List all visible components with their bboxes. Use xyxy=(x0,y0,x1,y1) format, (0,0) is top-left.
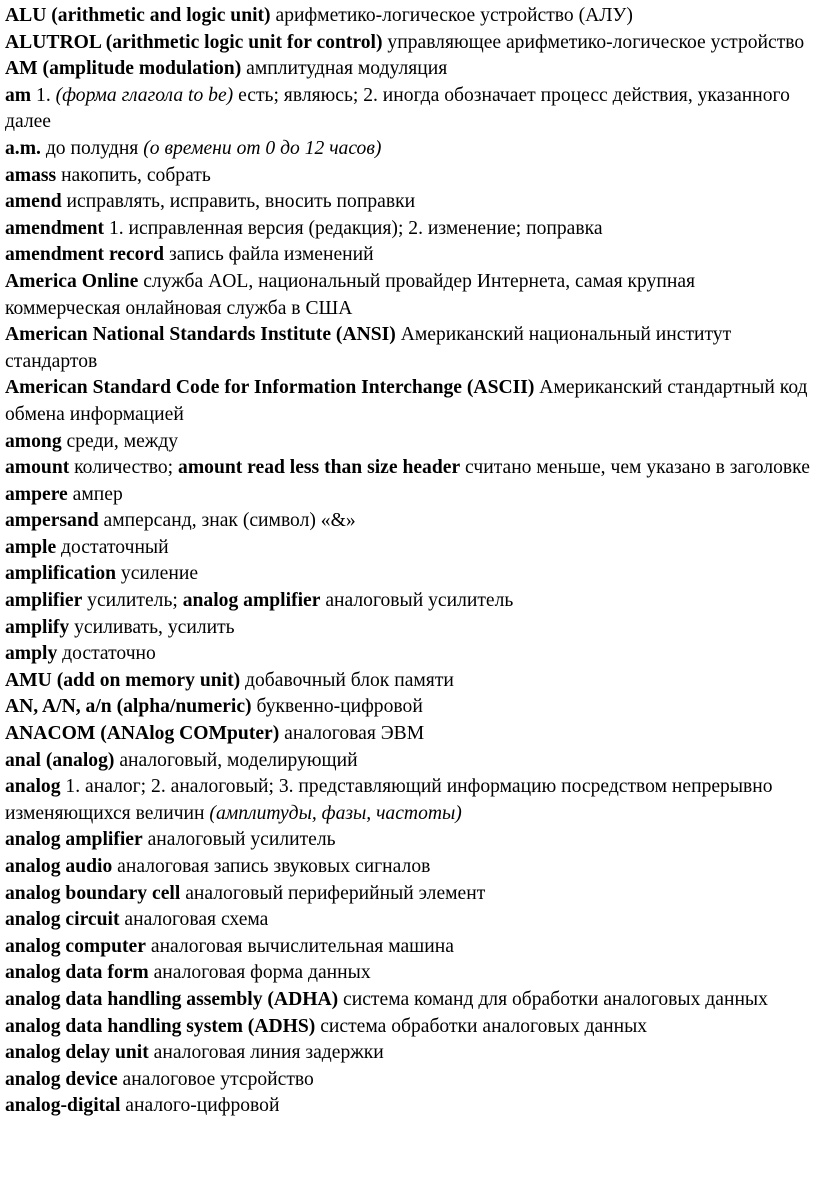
dictionary-entry xyxy=(5,1093,811,1120)
entry-definition: амперсанд, знак (символ) «&» xyxy=(98,510,356,532)
entry-definition: аналоговая вычислительная машина xyxy=(145,935,454,957)
entry-term: amplifier xyxy=(5,590,83,612)
dictionary-entry xyxy=(5,934,811,961)
entry-definition: запись файла изменений xyxy=(164,244,374,266)
entry-term: amass xyxy=(5,164,57,186)
entry-term: analog audio xyxy=(5,856,113,877)
dictionary-entry xyxy=(5,216,811,243)
entry-term: amount read less than size header xyxy=(178,457,461,479)
dictionary-page xyxy=(5,3,811,1120)
entry-term: analog data handling system (ADHS) xyxy=(5,1015,316,1037)
dictionary-entry xyxy=(5,1014,811,1041)
entry-term: ANACOM (ANAlog COMputer) xyxy=(5,723,280,745)
entry-definition: буквенно-цифровой xyxy=(251,696,423,718)
entry-definition: аналоговый периферийный элемент xyxy=(180,882,486,904)
entry-term: ampersand xyxy=(5,510,99,532)
dictionary-entry xyxy=(5,748,811,775)
dictionary-entry xyxy=(5,668,811,695)
dictionary-entry xyxy=(5,136,811,163)
entry-definition: достаточный xyxy=(56,536,169,558)
entry-definition: добавочный блок памяти xyxy=(240,669,454,691)
dictionary-entry xyxy=(5,375,811,428)
entry-term: amend xyxy=(5,191,62,213)
dictionary-entry xyxy=(5,561,811,588)
entry-definition: считано меньше, чем указано в заголовке xyxy=(460,457,810,479)
entry-term: analog amplifier xyxy=(182,590,321,612)
entry-term: ALU (arithmetic and logic unit) xyxy=(5,5,271,26)
entry-definition: аналоговая запись звуковых сигналов xyxy=(112,856,431,877)
dictionary-entry xyxy=(5,1067,811,1094)
entry-term: amplification xyxy=(5,563,117,585)
entry-term: a.m. xyxy=(5,137,41,159)
entry-term: am xyxy=(5,84,32,106)
entry-term: analog-digital xyxy=(5,1095,121,1117)
dictionary-entry xyxy=(5,987,811,1014)
entry-definition: система обработки аналоговых данных xyxy=(315,1015,648,1037)
entry-definition: система команд для обработки аналоговых данных xyxy=(338,988,768,1010)
entry-term: AM (amplitude modulation) xyxy=(5,58,242,80)
entry-list xyxy=(5,3,811,1120)
entry-definition: среди, между xyxy=(61,430,179,452)
dictionary-entry xyxy=(5,774,811,827)
entry-term: analog data form xyxy=(5,962,149,984)
entry-term: amendment xyxy=(5,217,105,239)
entry-definition: накопить, собрать xyxy=(56,164,211,186)
dictionary-entry xyxy=(5,508,811,535)
entry-definition: аналоговая линия задержки xyxy=(148,1042,384,1064)
entry-definition: усиливать, усилить xyxy=(69,616,235,638)
entry-term: analog data handling assembly (ADHA) xyxy=(5,988,339,1010)
entry-definition: 1. аналог; 2. аналоговый; 3. представляющий информацию посредством непрерывно изменяющихся величин xyxy=(5,776,773,824)
entry-definition: аналоговая схема xyxy=(119,909,269,931)
entry-term: American National Standards Institute (ANSI) xyxy=(5,324,396,346)
entry-note: (о времени от 0 до 12 часов) xyxy=(143,137,382,159)
dictionary-entry xyxy=(5,429,811,456)
dictionary-entry xyxy=(5,56,811,83)
dictionary-entry xyxy=(5,827,811,854)
entry-definition: исправлять, исправить, вносить поправки xyxy=(61,191,416,213)
dictionary-entry xyxy=(5,3,811,30)
dictionary-entry xyxy=(5,455,811,482)
entry-definition: аналоговая форма данных xyxy=(148,962,371,984)
entry-definition: ампер xyxy=(67,483,123,505)
entry-note: (амплитуды, фазы, частоты) xyxy=(209,802,462,824)
entry-definition: аналоговый, моделирующий xyxy=(114,749,358,771)
dictionary-entry xyxy=(5,615,811,642)
entry-definition: аналоговая ЭВМ xyxy=(279,723,425,745)
entry-definition: 1. xyxy=(31,84,56,106)
entry-definition: амплитудная модуляция xyxy=(241,58,448,80)
dictionary-entry xyxy=(5,721,811,748)
dictionary-entry xyxy=(5,907,811,934)
entry-term: American Standard Code for Information Interchange (ASCII) xyxy=(5,377,535,399)
dictionary-entry xyxy=(5,588,811,615)
entry-term: amplify xyxy=(5,616,70,638)
entry-definition: арифметико-логическое устройство (АЛУ) xyxy=(270,5,633,26)
entry-term: analog xyxy=(5,776,61,798)
dictionary-entry xyxy=(5,482,811,509)
dictionary-entry xyxy=(5,535,811,562)
entry-definition: количество; xyxy=(69,457,179,479)
entry-term: anal (analog) xyxy=(5,749,115,771)
entry-definition: усиление xyxy=(116,563,199,585)
entry-definition: аналоговое утсройство xyxy=(117,1068,314,1090)
entry-term: analog circuit xyxy=(5,909,120,931)
dictionary-entry xyxy=(5,163,811,190)
dictionary-entry xyxy=(5,641,811,668)
entry-definition: аналого-цифровой xyxy=(120,1095,280,1117)
entry-term: ampere xyxy=(5,483,68,505)
dictionary-entry xyxy=(5,960,811,987)
entry-note: (форма глагола to be) xyxy=(55,84,234,106)
entry-definition: до полудня xyxy=(40,137,144,159)
entry-definition: аналоговый усилитель xyxy=(320,590,514,612)
entry-definition: управляющее арифметико-логическое устройство xyxy=(382,31,805,53)
entry-term: analog computer xyxy=(5,935,146,957)
entry-term: amply xyxy=(5,643,58,665)
dictionary-entry xyxy=(5,1040,811,1067)
dictionary-entry xyxy=(5,694,811,721)
entry-definition: усилитель; xyxy=(82,590,183,612)
entry-term: ample xyxy=(5,536,57,558)
entry-definition: 1. исправленная версия (редакция); 2. изменение; поправка xyxy=(104,217,603,239)
entry-definition: Американский стандартный код обмена информацией xyxy=(5,377,808,425)
entry-term: analog device xyxy=(5,1068,118,1090)
entry-term: amount xyxy=(5,457,70,479)
dictionary-entry xyxy=(5,242,811,269)
dictionary-entry xyxy=(5,30,811,57)
entry-term: analog boundary cell xyxy=(5,882,181,904)
entry-definition: Американский национальный институт стандартов xyxy=(5,324,732,372)
entry-definition: есть; являюсь; 2. иногда обозначает процесс действия, указанного далее xyxy=(5,84,790,133)
dictionary-entry xyxy=(5,83,811,136)
dictionary-entry xyxy=(5,854,811,881)
entry-term: America Online xyxy=(5,270,139,292)
dictionary-entry xyxy=(5,322,811,375)
entry-definition: достаточно xyxy=(57,643,156,665)
dictionary-entry xyxy=(5,881,811,908)
entry-definition: аналоговый усилитель xyxy=(142,829,336,851)
entry-term: analog amplifier xyxy=(5,829,143,851)
entry-definition: служба AOL, национальный провайдер Интернета, самая крупная коммерческая онлайновая служба в США xyxy=(5,270,696,319)
entry-term: among xyxy=(5,430,62,452)
entry-term: amendment record xyxy=(5,244,165,266)
entry-term: analog delay unit xyxy=(5,1042,149,1064)
entry-term: AMU (add on memory unit) xyxy=(5,669,241,691)
entry-term: AN, A/N, a/n (alpha/numeric) xyxy=(5,696,252,718)
dictionary-entry xyxy=(5,269,811,322)
dictionary-entry xyxy=(5,189,811,216)
entry-term: ALUTROL (arithmetic logic unit for control) xyxy=(5,31,383,53)
